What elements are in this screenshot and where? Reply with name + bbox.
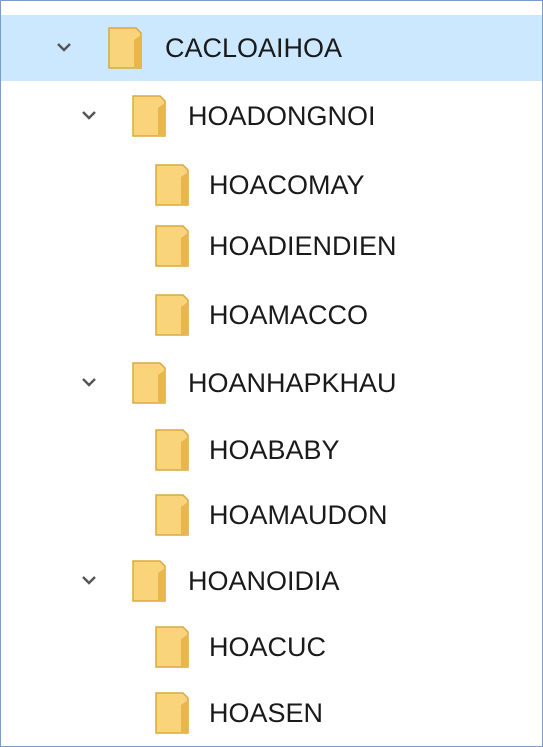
tree-item-hoacuc[interactable] (1, 614, 542, 680)
tree-item-hoanoidia[interactable] (1, 548, 542, 614)
tree-item-label: HOANOIDIA (188, 566, 340, 596)
folder-icon (153, 691, 191, 735)
tree-item-hoadongnoi[interactable] (1, 83, 542, 149)
chevron-down-icon[interactable] (49, 33, 79, 63)
folder-icon (153, 625, 191, 669)
folder-icon (153, 293, 191, 337)
tree-item-hoanhapkhau[interactable] (1, 350, 542, 416)
tree-item-hoadiendien[interactable] (1, 213, 542, 279)
chevron-down-icon[interactable] (74, 101, 104, 131)
tree-item-label: HOAMACCO (209, 300, 369, 330)
chevron-down-icon[interactable] (74, 566, 104, 596)
folder-icon (130, 94, 168, 138)
tree-item-label: HOACOMAY (209, 170, 365, 200)
tree-item-hoababy[interactable] (1, 417, 542, 483)
folder-icon (130, 559, 168, 603)
folder-icon (130, 361, 168, 405)
tree-item-hoamaudon[interactable] (1, 482, 542, 548)
tree-item-hoacomay[interactable] (1, 152, 542, 218)
tree-item-label: HOADIENDIEN (209, 231, 397, 261)
tree-item-label: HOABABY (209, 435, 340, 465)
folder-icon (153, 493, 191, 537)
folder-icon (153, 163, 191, 207)
folder-icon (153, 224, 191, 268)
tree-item-hoamacco[interactable] (1, 282, 542, 348)
tree-item-label: HOANHAPKHAU (188, 368, 397, 398)
tree-item-hoasen[interactable] (1, 680, 542, 746)
tree-item-label: HOAMAUDON (209, 500, 388, 530)
tree-item-label: HOADONGNOI (188, 101, 376, 131)
folder-icon (106, 26, 144, 70)
folder-icon (153, 428, 191, 472)
tree-item-label: CACLOAIHOA (165, 33, 343, 63)
tree-item-label: HOACUC (209, 632, 327, 662)
chevron-down-icon[interactable] (74, 368, 104, 398)
tree-item-cacloaihoa[interactable] (1, 15, 542, 81)
tree-item-label: HOASEN (209, 698, 324, 728)
